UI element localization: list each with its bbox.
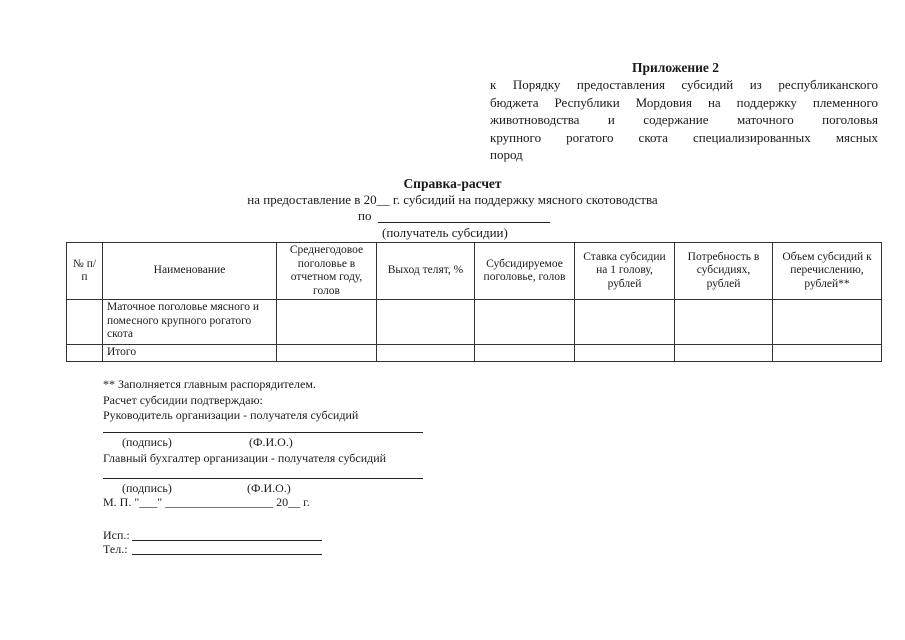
accountant-sign-caption: (подпись) <box>122 481 172 495</box>
cell-name: Маточное поголовье мясного и помесного крупного рогатого скота <box>103 300 277 345</box>
header-subsidy-need: Потребность в субсидиях, рублей <box>675 243 773 300</box>
cell-avg-livestock[interactable] <box>277 300 377 345</box>
stamp-date-line[interactable]: М. П. "___" __________________ 20__ г. <box>103 495 310 509</box>
notes-block <box>103 377 358 424</box>
document-title: Справка-расчет <box>403 176 502 191</box>
header-name: Наименование <box>103 243 277 300</box>
appendix-line: бюджета Республики Мордовия на поддержку племенного <box>490 94 878 110</box>
executor-field-line[interactable] <box>132 540 322 541</box>
table-row-total <box>67 345 882 362</box>
document-subtitle: на предоставление в 20__ г. субсидий на поддержку мясного скотоводства <box>247 192 658 207</box>
cell-subsidized-livestock[interactable] <box>475 300 575 345</box>
cell-subsidy-amount[interactable] <box>773 300 882 345</box>
appendix-title: Приложение 2 <box>632 60 720 75</box>
head-sign-caption: (подпись) <box>122 435 172 449</box>
header-subsidized-livestock: Субсидируемое поголовье, голов <box>475 243 575 300</box>
head-label: Руководитель организации - получателя субсидий <box>103 408 359 422</box>
cell-avg-livestock[interactable] <box>277 345 377 362</box>
recipient-field-line[interactable] <box>378 222 550 223</box>
appendix-line: пород <box>490 147 523 162</box>
cell-num[interactable] <box>67 345 103 362</box>
cell-subsidized-livestock[interactable] <box>475 345 575 362</box>
cell-calf-yield[interactable] <box>377 345 475 362</box>
cell-name: Итого <box>103 345 277 362</box>
cell-subsidy-amount[interactable] <box>773 345 882 362</box>
table-row <box>67 300 882 345</box>
appendix-text <box>490 76 878 164</box>
accountant-signature-line[interactable] <box>103 478 423 479</box>
calculation-table <box>66 242 882 362</box>
cell-subsidy-need[interactable] <box>675 300 773 345</box>
cell-rate-per-head[interactable] <box>575 300 675 345</box>
phone-label: Тел.: <box>103 542 128 556</box>
table-header-row <box>67 243 882 300</box>
cell-num[interactable] <box>67 300 103 345</box>
footnote: ** Заполняется главным распорядителем. <box>103 377 316 391</box>
accountant-fio-caption: (Ф.И.О.) <box>247 481 291 495</box>
cell-subsidy-need[interactable] <box>675 345 773 362</box>
phone-field-line[interactable] <box>132 554 322 555</box>
header-subsidy-amount: Объем субсидий к перечислению, рублей** <box>773 243 882 300</box>
recipient-prefix: по <box>358 208 372 223</box>
accountant-label: Главный бухгалтер организации - получателя субсидий <box>103 451 387 465</box>
executor-label: Исп.: <box>103 528 130 542</box>
cell-calf-yield[interactable] <box>377 300 475 345</box>
appendix-line: к Порядку предоставления субсидий из республиканского <box>490 77 878 92</box>
header-avg-livestock: Среднегодовое поголовье в отчетном году, голов <box>277 243 377 300</box>
recipient-caption: (получатель субсидии) <box>382 225 508 240</box>
cell-rate-per-head[interactable] <box>575 345 675 362</box>
head-fio-caption: (Ф.И.О.) <box>249 435 293 449</box>
appendix-line: животноводства и содержание маточного поголовья <box>490 112 878 127</box>
head-signature-line[interactable] <box>103 432 423 433</box>
confirm-label: Расчет субсидии подтверждаю: <box>103 392 263 407</box>
appendix-line: крупного рогатого скота специализированных мясных <box>490 129 878 145</box>
header-calf-yield: Выход телят, % <box>377 243 475 300</box>
header-num: № п/п <box>67 243 103 300</box>
header-rate-per-head: Ставка субсидии на 1 голову, рублей <box>575 243 675 300</box>
